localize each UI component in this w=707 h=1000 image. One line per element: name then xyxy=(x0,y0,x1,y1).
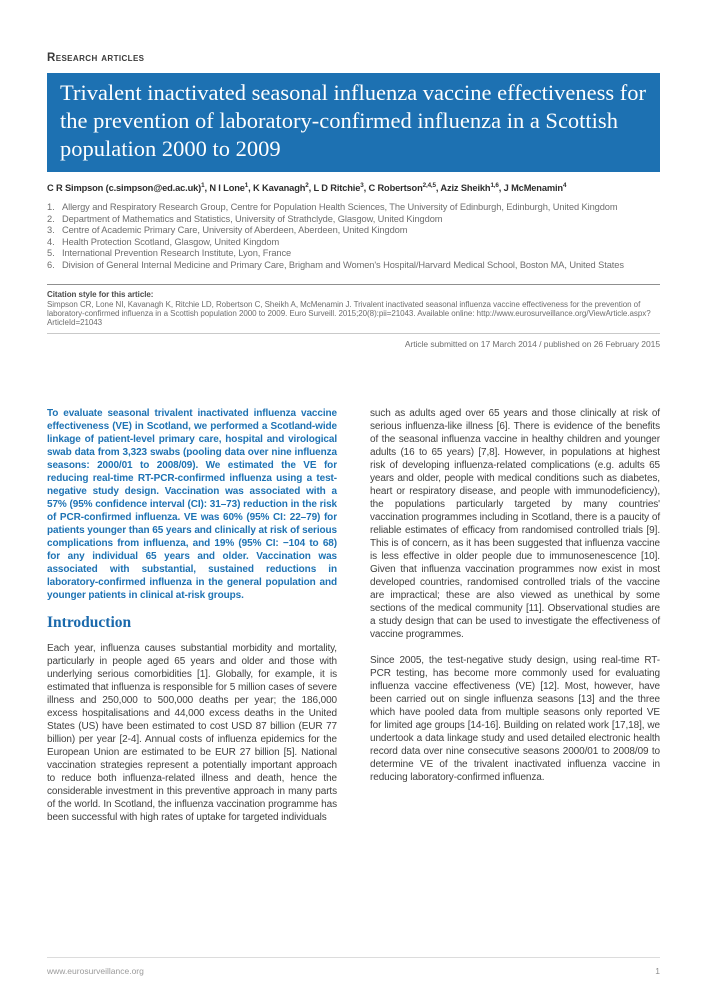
affiliation-text: Centre of Academic Primary Care, University of Aberdeen, Aberdeen, United Kingdom xyxy=(62,225,408,236)
author: J McMenamin$^4$ xyxy=(503,181,567,193)
author-separator: , xyxy=(363,183,369,193)
author: C R Simpson (c.simpson@ed.ac.uk)$^1$, xyxy=(47,181,210,193)
affiliation-item xyxy=(47,214,660,226)
author-affiliation-sup: 3 xyxy=(360,181,364,189)
right-column xyxy=(370,397,660,834)
abstract-paragraph: To evaluate seasonal trivalent inactivated influenza vaccine effectiveness (VE) in Scotland, we performed a Scotland-wide linkage of patient-level primary care, hospital and virological swab data from 3,323 swabs (pooling data over nine influenza seasons: 2000/01 to 2008/09). We estimated the VE for reducing real-time RT-PCR-confirmed influenza using a test-negative study design. Vaccination was associated with a 57% (95% confidence interval (CI): 31–73) reduction in the risk of PCR-confirmed influenza. VE was 60% (95% CI: 22–79) for patients younger than 65 years and clinically at risk of serious complications from influenza, and 19% (95% CI: −104 to 68) for any individual 65 years and older. Vaccination was associated with substantial, sustained reductions in laboratory-confirmed influenza in the general population and younger patients in clinical at-risk groups. xyxy=(47,408,337,602)
page-number: 1 xyxy=(655,966,660,976)
footer-journal-url: www.eurosurveillance.org xyxy=(47,966,144,976)
affiliation-number: 1. xyxy=(47,202,55,213)
author: Aziz Sheikh$^{1,6}$, xyxy=(440,181,504,193)
author-separator: , xyxy=(498,183,504,193)
introduction-heading: Introduction xyxy=(47,614,132,632)
author: K Kavanagh$^2$, xyxy=(253,181,314,193)
affiliation-number: 4. xyxy=(47,236,55,247)
author-affiliation-sup: 1 xyxy=(201,181,205,189)
author: L D Ritchie$^3$, xyxy=(313,181,369,193)
author-separator: , xyxy=(435,183,441,193)
citation-text: Simpson CR, Lone NI, Kavanagh K, Ritchie LD, Robertson C, Sheikh A, McMenamin J. Trivalent inactivated seasonal influenza vaccine effectiveness for the prevention of laboratory-confirmed influenza in a Scottish population 2000 to 2009. Euro Surveill. 2015;20(8):pii=21043. Available online: http://www.eurosurveillance.org/ViewArticle.aspx?ArticleId=21043 xyxy=(47,299,651,328)
section-kicker: Research articles xyxy=(47,52,145,64)
citation-divider xyxy=(47,284,660,285)
affiliation-item xyxy=(47,225,660,237)
citation-label: Citation style for this article: xyxy=(47,290,154,300)
dates-divider xyxy=(47,333,660,334)
author-separator: , xyxy=(248,183,254,193)
author: N I Lone$^1$, xyxy=(209,181,254,193)
submission-dates: Article submitted on 17 March 2014 / published on 26 February 2015 xyxy=(404,339,660,350)
author-affiliation-sup: 1,6 xyxy=(490,181,499,189)
affiliation-item xyxy=(47,237,660,249)
affiliation-text: International Prevention Research Institute, Lyon, France xyxy=(62,248,292,259)
affiliation-text: Allergy and Respiratory Research Group, Centre for Population Health Sciences, The University of Edinburgh, Edinburgh, United Kingdom xyxy=(62,202,618,213)
author-line xyxy=(47,183,660,193)
left-column xyxy=(47,397,337,834)
introduction-paragraph-2: such as adults aged over 65 years and those clinically at risk of serious influenza-like illness [6]. There is evidence of the benefits of the seasonal influenza vaccine in healthy children and younger adults (16 to 65 years) [7,8]. However, in populations at highest risk of developing influenza-related complications (e.g. adults 65 years and older, people with medical conditions such as diabetes, heart or respiratory disease, and people with immunodeficiency), the populations particularly targeted by many countries' vaccination programmes including in Scotland, there is a paucity of reliable estimates of efficacy from randomised controlled trials [9]. This is of concern, as it has been suggested that influenza vaccine is less effective in older people due to immunosenescence [10]. Given that influenza vaccination programmes now exist in most developed countries, randomised controlled trials of the vaccine are impractical; these are also viewed as unethical by some sections of the medical community [11]. Observational studies are a study design that can be used to investigate the effectiveness of vaccine programmes. xyxy=(370,408,660,641)
author-separator: , xyxy=(204,183,210,193)
affiliation-text: Division of General Internal Medicine and Primary Care, Brigham and Women's Hospital/Harvard Medical School, Boston MA, United States xyxy=(62,259,624,270)
affiliation-item xyxy=(47,260,660,272)
affiliation-number: 5. xyxy=(47,248,55,259)
affiliation-item xyxy=(47,202,660,214)
introduction-paragraph-1: Each year, influenza causes substantial morbidity and mortality, particularly in people aged 65 years and older and those with underlying serious comorbidities [1]. Globally, for example, it is estimated that influenza is responsible for 5 million cases of severe illness and 250,000 to 500,000 deaths per year; the 186,000 excess hospitalisations and 44,000 excess deaths in the United States (US) have been estimated to cost USD 87 billion (EUR 77 billion) per year [2-4]. Annual costs of influenza epidemics for the European Union are estimated to be EUR 27 billion [5]. National vaccination strategies represent a potentially important approach to reduce both influenza-related illness and death, hence the considerable investment in this preventive approach in many parts of the world. In Scotland, the influenza vaccination programme has been successful with high rates of uptake for targeted individuals xyxy=(47,643,337,824)
affiliation-number: 2. xyxy=(47,213,55,224)
footer-row xyxy=(47,966,660,976)
author: C Robertson$^{2,4,5}$, xyxy=(368,181,441,193)
affiliation-item xyxy=(47,248,660,260)
affiliation-text: Health Protection Scotland, Glasgow, United Kingdom xyxy=(62,236,280,247)
author-separator: , xyxy=(308,183,314,193)
footer-divider xyxy=(47,957,660,958)
affiliation-number: 3. xyxy=(47,225,55,236)
page-footer xyxy=(47,957,660,976)
article-body xyxy=(47,397,660,834)
author-affiliation-sup: 1 xyxy=(244,181,249,189)
author-affiliation-sup: 2 xyxy=(305,181,309,189)
author-affiliation-sup: 2,4,5 xyxy=(422,181,436,189)
author-affiliation-sup: 4 xyxy=(562,181,567,189)
article-title: Trivalent inactivated seasonal influenza vaccine effectiveness for the prevention of laboratory-confirmed influenza in a Scottish population 2000 to 2009 xyxy=(60,80,647,161)
affiliation-number: 6. xyxy=(47,259,55,270)
affiliation-text: Department of Mathematics and Statistics, University of Strathclyde, Glasgow, United Kingdom xyxy=(62,213,443,224)
article-title-banner xyxy=(47,73,660,172)
introduction-paragraph-3: Since 2005, the test-negative study design, using real-time RT-PCR testing, has become more commonly used for evaluating influenza vaccine effectiveness (VE) [12]. Most, however, have been carried out on single influenza seasons [13] and the three which have pooled data from multiple seasons only reported VE for limited age groups [14-16]. Building on related work [17,18], we undertook a data linkage study and used detailed electronic health record data over nine consecutive seasons 2000/01 to 2008/09 to determine VE of the trivalent inactivated influenza vaccine in reducing laboratory-confirmed influenza. xyxy=(370,655,660,784)
affiliation-list xyxy=(47,202,660,271)
